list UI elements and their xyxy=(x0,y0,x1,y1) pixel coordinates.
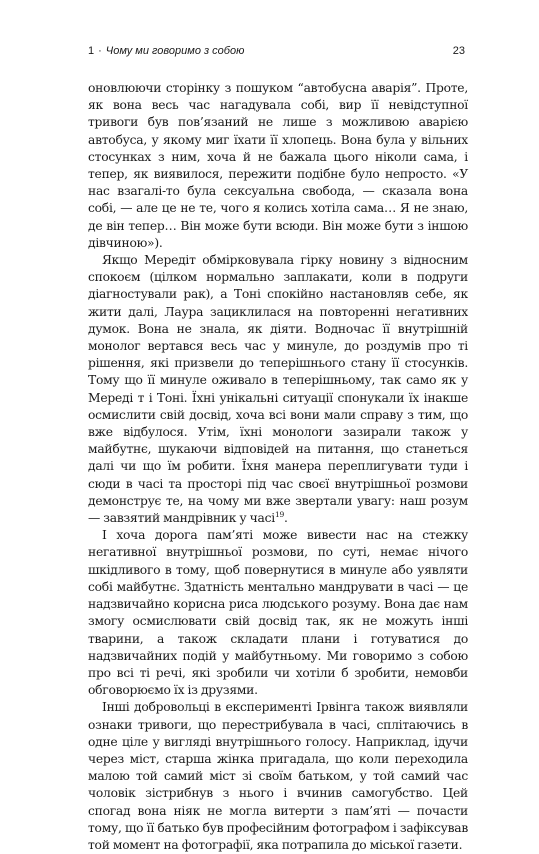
chapter-title: Чому ми говоримо з собою xyxy=(105,45,245,57)
header-separator: · xyxy=(98,45,102,57)
page-number: 23 xyxy=(452,45,465,57)
paragraph-1: оновлюючи сторінку з пошуком “автобусна аварія”. Проте, як вона весь час нагадувала собі, вир її невідступної тривоги був пов’язаний не лише з можливою аварією автобуса, у якому миг їхати її хлопець. Вона була у вільних стосунках з ним, хоча й не бажала цього ніколи сама, і тепер, як виявилося, пережити подібне було непросто. «У нас взагалі-то була сексуальна свобода, — сказала вона собі, — але це не те, чого я колись хотіла сама… Я не знаю, де він тепер… Він може бути всюди. Він може бути з іншою дівчиною»). xyxy=(88,81,468,250)
chapter-heading xyxy=(88,44,244,58)
paragraph-2-end: . xyxy=(283,511,288,526)
paragraph-4: Інші добровольці в експерименті Ірвінга також виявляли ознаки тривоги, що перестрибувала в часі, сплітаючись в одне ціле у вигляді внутрішнього голосу. Наприклад, ідучи через міст, старша жінка пригадала, що коли переходила малою той самий міст зі своїм батьком, у той самий час чоловік зістрибнув з нього і вчинив самогубство. Цей спогад вона ніяк не могла витерти з пам’яті — почасти тому, що її батько був професійним фотографом і зафіксував той момент на фотографії, яка потрапила до міської газети. xyxy=(88,700,468,852)
paragraph-2-text: Якщо Мередіт обмірковувала гірку новину з відносним спокоєм (цілком нормально заплакати, коли в подруги діагностували рак), а Тоні спокійно настановляв себе, як жити далі, Лаура зациклилася на повторенні негативних думок. Вона не знала, як діяти. Водночас її внутрішній монолог вертався весь час у минуле, до роздумів про ті рішення, які призвели до теперішнього стану її стосунків. Тому що її минуле оживало в теперішньому, так само як у Мереді т і Тоні. Їхні унікальні ситуації спонукали їх інакше осмислити свій досвід, хоча всі вони мали справу з тим, що вже відбулося. Утім, їхні монологи зазирали також у майбутнє, шукаючи відповідей на питання, що станеться далі чи що їм робити. Їхня манера переплигувати туди і сюди в часі та просторі під час своєї внутрішньої розмови демонструє те, на чому ми вже звертали увагу: наш розум — завзятий мандрівник у часі xyxy=(88,253,468,526)
paragraph-2 xyxy=(88,252,468,527)
running-header xyxy=(88,44,465,58)
paragraph-3: І хоча дорога пам’яті може вивести нас на стежку негативної внутрішньої розмови, по суті, немає нічого шкідливого в тому, щоб повернутися в минуле або уявляти собі майбутнє. Здатність ментально мандрувати в часі — це надзвичайно корисна риса людського розуму. Вона дає нам змогу осмислювати свій досвід так, як не можуть інші тварини, а також складати плани і готуватися до надзвичайних подій у майбутньому. Ми говоримо з собою про всі ті речі, які зробили чи хотіли б зробити, немовби обговорюємо їх із друзями. xyxy=(88,528,468,698)
chapter-number: 1 xyxy=(88,45,95,57)
body-text xyxy=(88,80,468,854)
footnote-ref[interactable]: 19 xyxy=(274,510,284,520)
